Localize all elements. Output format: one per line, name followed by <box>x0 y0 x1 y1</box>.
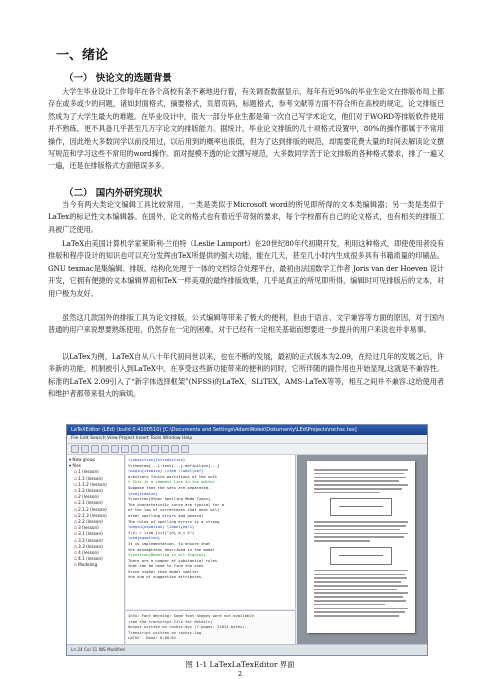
section-title-research-status: （二） 国内外研究现状 <box>64 188 163 199</box>
console-line: Info: Font Warning: Some font shapes were not available <box>128 613 254 618</box>
console-line: (see the transcript file for details) <box>128 618 213 624</box>
cut-icon <box>101 445 109 453</box>
console-line: Output written on rochsc.dvi (7 pages, 21812 bytes). <box>128 624 247 630</box>
preview-text-line <box>314 596 403 598</box>
preview-text-line <box>314 585 408 587</box>
tree-item[interactable]: ▫ 2.1.2 (lesson) <box>74 506 107 512</box>
preview-text-line <box>314 540 370 542</box>
preview-text-line <box>314 533 408 535</box>
preview-text-line <box>314 525 406 527</box>
editor-line[interactable]: %\section{Other Spelling Mode Types} <box>128 496 211 502</box>
preview-text-line <box>314 581 401 583</box>
editor-line[interactable]: \end{itemize} <box>128 490 158 496</box>
tree-item[interactable]: ▾ New group <box>69 457 96 462</box>
editor-line[interactable]: other spelling errors and general <box>128 512 204 518</box>
preview-text-line <box>314 469 408 471</box>
preview-text-line <box>314 611 405 613</box>
tree-item[interactable]: ▫ 1 (lesson) <box>74 469 99 475</box>
paragraph-background: 大学生毕业设计工作每年在各个高校有条不紊地进行着，有关调查数据显示，每年有近95%的毕业生论文在排版布局上都存在或多或少的问题，诸如封面格式，摘要格式，页眉页码，标题格式，参考文献等方面不符合所在高校的规定，论文排版已然成为了大学生最大的难题。在毕业设计中，很大一部分毕业生都是第一次自己写学术论文，他们对于WORD等排版软件使用并不熟练，更不具备几乎甚至几万字论文的排版能力。据统计，毕业论文排版的几十项格式设置中，80%的操作都属于不常用操作，因此绝大多数同学以前没用过，以后用到的概率也很低，但为了达到排版的规范，却需要花费大量的时间去解读论文撰写规范和学习这些不常用的word操作。面对提模不透的论文撰写规范，大多数同学苦于论文排版的各种格式要求，排了一遍又一遍，还是在排版格式方面错误多多。 <box>48 87 444 171</box>
editor-line[interactable]: Suppose that the sets are separated. <box>128 484 211 490</box>
editor-line[interactable]: that can be used to find the ones <box>128 563 204 569</box>
preview-text-line <box>314 604 385 606</box>
paragraph-tools-intro: 当今有两大类论文编辑工具比较常用，一类是类似于Microsoft word的所见即所得的文本类编辑器；另一类是类似于LaTex的标记性文本编辑器。在国外，论文的格式也有着近乎苛刻的要求，每个学校都有自己的论文格式，也有相关的排版工具被广泛使用。 <box>48 200 444 234</box>
preview-diagram <box>330 498 392 516</box>
editor-line[interactable]: \begin{equation} \label{eq:1} <box>128 524 195 530</box>
dvi-preview-pane <box>297 455 427 645</box>
tree-item[interactable]: ▫ 4.1 (lesson) <box>74 556 103 562</box>
editor-line[interactable]: %\section{Modeling in all figures} <box>128 552 206 558</box>
open-file-icon <box>81 445 89 453</box>
figure-caption: 图 1-1 LaTexLaTexEditor 界面 <box>185 660 295 669</box>
preview-text-line <box>314 570 408 572</box>
tree-item[interactable]: ▫ 2.1 (lesson) <box>74 500 103 506</box>
tree-item[interactable]: ▫ 3.1 (lesson) <box>74 531 103 537</box>
preview-text-line <box>314 521 408 523</box>
menu-bar: File Edit Search View Project Insert Tools Window Help <box>67 435 427 444</box>
output-console <box>126 610 296 645</box>
editor-line[interactable]: There are a number of substantial rules <box>128 557 218 563</box>
editor-line[interactable]: the assumptions described in the model <box>128 546 215 552</box>
window-title: LaTeXEditor (LEd) (build 0.4100510) [C:\Documents and Settings\AdamWołek\Dokumenty\LEd\Projects\rochsc.tex] <box>67 425 427 435</box>
preview-text-line <box>314 592 408 594</box>
tree-item[interactable]: ▫ 1.2 (lesson) <box>74 488 103 494</box>
editor-line[interactable]: \begin{itemize} \item \label{def} <box>128 468 204 474</box>
editor-line[interactable]: of the law of correctness that what will <box>128 507 220 513</box>
compile-icon <box>151 445 159 453</box>
paragraph-latex-history: LaTeX由美国计算机学家莱斯利·兰伯特（Leslie Lamport）在20世纪80年代初期开发，利用这种格式，即使使用者没有排版和程序设计的知识也可以充分发挥由TeX所提供的强大功能，能在几天，甚至几小时内生成很多具有书籍质量的印刷品。GNU texmac是集编辑、排版、结构化处理于一体的文档综合处理平台，最初由法国数学工作者 Joris van der Hoeven 设计开发，它拥有便捷的文本编辑界面和TeX一样美观的最终排版效果，几乎是真正的所见即所得，编辑时可见排版后的文本，对用户极为友好。 <box>48 239 444 298</box>
tree-item[interactable]: ▫ 3.3 (lesson) <box>74 543 103 549</box>
preview-text-line <box>314 477 406 479</box>
tree-item[interactable]: ▫ Modeling <box>74 562 98 568</box>
preview-text-line <box>314 574 405 576</box>
tree-item[interactable]: ▫ 2 (lesson) <box>74 494 99 500</box>
italic-icon <box>181 445 189 453</box>
tree-item[interactable]: ▫ 1.1.2 (lesson) <box>74 481 107 487</box>
tree-item[interactable]: ▫ 3.2 (lesson) <box>74 537 103 543</box>
section-title-background: （一） 快论文的选题背景 <box>64 73 172 84</box>
preview-text-line <box>314 492 380 494</box>
editor-line[interactable]: the sum of suggestion attributes. <box>128 574 204 580</box>
console-line: Transcript written on rochsc.log. <box>128 629 204 635</box>
page-number: 2 <box>237 670 243 678</box>
preview-text-line <box>314 473 404 475</box>
preview-text-line <box>314 484 408 486</box>
latex-editor-screenshot <box>66 424 428 656</box>
undo-icon <box>131 445 139 453</box>
preview-diagram <box>330 547 392 565</box>
editor-line[interactable]: It is implementation, to ensure that <box>128 540 211 546</box>
editor-line[interactable]: \subsection{Introduction} <box>128 457 186 462</box>
preview-page <box>307 461 415 633</box>
tree-item[interactable]: ▫ 1.1 (lesson) <box>74 475 103 481</box>
bold-icon <box>171 445 179 453</box>
editor-line[interactable]: % This is a comment line in the editor <box>128 479 215 485</box>
copy-icon <box>111 445 119 453</box>
preview-text-line <box>314 488 402 490</box>
new-file-icon <box>71 445 79 453</box>
preview-text-line <box>314 608 408 610</box>
view-dvi-icon <box>161 445 169 453</box>
tree-item[interactable]: ▫ 2.2 (lesson) <box>74 519 103 525</box>
preview-text-line <box>314 480 399 482</box>
save-icon <box>91 445 99 453</box>
tree-item[interactable]: ▫ 2.1.3 (lesson) <box>74 512 107 518</box>
editor-line[interactable]: The characteristic curve are typical for a <box>128 501 225 507</box>
redo-icon <box>141 445 149 453</box>
paragraph-compatibility: 以LaTex为例，LaTeX自从八十年代初问世以来，也在不断的发展，最初的正式版本为2.09，在经过几年的发展之后，许多新的功能，机制被引入到LaTeX中。在享受这些新功能带来的便利的同时，它所伴随的副作用也开始显现,这就是不兼容性。标准的LaTeX 2.09引入了“新字体选择框架”(NFSS)的LaTeX、SLiTEX，AMS-LaTeX等等，相互之间并不兼容.这给使用者和维护者都带来很大的麻烦。 <box>48 352 444 399</box>
console-line: LaTeX - Done: 0:00:01 <box>128 635 177 641</box>
editor-line[interactable]: f(x) = \sum_{i=1}^{n} a_i x^i <box>128 529 195 535</box>
editor-line[interactable]: Since higher than model smaller <box>128 568 199 574</box>
tree-item[interactable]: ▫ 4 (lesson) <box>74 550 99 556</box>
workspace <box>67 455 427 645</box>
editor-line[interactable]: %\theorem{...}:text{...}:definition{...} <box>128 462 220 468</box>
toolbar <box>67 444 427 455</box>
preview-text-line <box>314 577 407 579</box>
paragraph-limitations: 虽然这几款国外的排版工具为论文排版，公式编辑等带来了极大的便利，但由于语言、文字兼容等方面的原因，对于国内普通的用户来说想要熟练使用，仍然存在一定的困难，对于已经有一定相关基础而想要进一步提升的用户来说也并非易事。 <box>48 313 444 335</box>
tree-item[interactable]: ▾ files <box>69 463 81 469</box>
chapter-title: 一、绪论 <box>56 48 109 63</box>
preview-text-line <box>314 536 404 538</box>
editor-line[interactable]: arbitrary finite partitions of the unit <box>128 473 218 479</box>
tree-item[interactable]: ▫ 3 (lesson) <box>74 525 99 531</box>
status-bar: Ln 24 Col 11 INS Modified <box>67 644 427 655</box>
preview-text-line <box>314 529 400 531</box>
preview-text-line <box>314 600 406 602</box>
preview-text-line <box>314 589 397 591</box>
editor-line[interactable]: \end{equation} <box>128 535 161 541</box>
source-editor <box>126 455 296 609</box>
project-tree <box>67 455 125 645</box>
editor-line[interactable]: The rules of spelling errors is a strong <box>128 518 220 524</box>
paste-icon <box>121 445 129 453</box>
preview-text-line <box>314 615 399 617</box>
